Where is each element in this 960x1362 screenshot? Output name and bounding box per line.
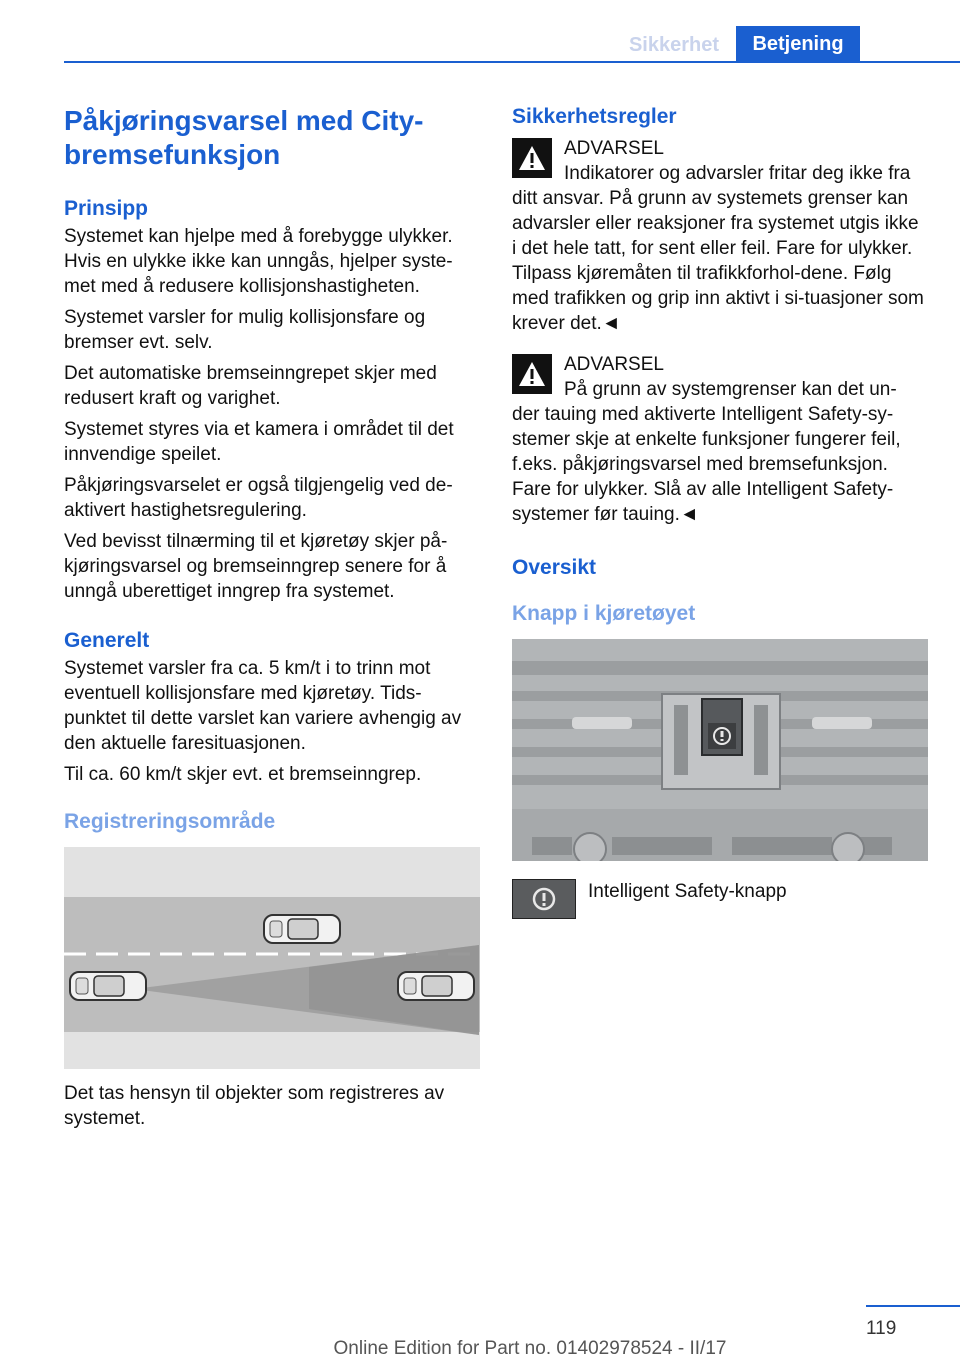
- edition-footer: Online Edition for Part no. 01402978524 - II/17: [333, 1338, 727, 1359]
- warning-2-first-line: På grunn av systemgrenser kan det un-: [564, 379, 897, 400]
- principle-paragraph-5: Påkjøringsvarselet er også tilgjengelig ved de-aktivert hastighetsregulering.: [64, 475, 453, 521]
- warning-triangle-icon: [512, 354, 552, 394]
- principle-paragraph-4: Systemet styres via et kamera i området til det innvendige speilet.: [64, 419, 454, 465]
- intelligent-safety-button-label: Intelligent Safety-knapp: [588, 881, 787, 902]
- principle-paragraph-3: Det automatiske bremseinngrepet skjer med redusert kraft og varighet.: [64, 363, 437, 409]
- heading-registreringsomrade: Registreringsområde: [64, 810, 276, 833]
- general-paragraph-1: Systemet varsler fra ca. 5 km/t i to trinn mot eventuell kollisjonsfare med kjøretøy. Tids-punktet til dette varslet kan variere avhengig av den aktuelle faresituasjonen.: [64, 658, 462, 754]
- warning-1-label: ADVARSEL: [564, 138, 664, 159]
- principle-paragraph-2: Systemet varsler for mulig kollisjonsfare og bremser evt. selv.: [64, 307, 426, 353]
- heading-sikkerhetsregler: Sikkerhetsregler: [512, 105, 677, 128]
- warning-1-text: ditt ansvar. På grunn av systemets grenser kan advarsler eller reaksjoner fra systemet utgis ikke i det hele tatt, for sent eller feil. Fare for ulykker. Tilpass kjøremåten til trafikkforhol-dene. Følg med trafikken og grip inn aktivt i si-tuasjoner som krever det.◄: [512, 188, 924, 334]
- right-column: [512, 104, 928, 923]
- heading-generelt: Generelt: [64, 629, 150, 652]
- page-title-line1: Påkjøringsvarsel med City-: [64, 105, 424, 136]
- own-car-icon: [398, 972, 474, 1000]
- warning-block-2: [512, 352, 928, 527]
- warning-block-1: [512, 136, 928, 336]
- page-title-line2: bremsefunksjon: [64, 139, 281, 170]
- vehicle-console-photo: [512, 639, 928, 861]
- warning-triangle-icon: [512, 138, 552, 178]
- detection-area-illustration: [64, 847, 480, 1069]
- principle-paragraph-1: Systemet kan hjelpe med å forebygge ulykker. Hvis en ulykke ikke kan unngås, hjelper syste-met med å redusere kollisjonshastigheten.: [64, 226, 453, 297]
- page-number: 119: [866, 1318, 897, 1339]
- heading-prinsipp: Prinsipp: [64, 197, 149, 220]
- header-rule: [64, 61, 960, 63]
- page-title: [64, 104, 480, 172]
- tab-betjening[interactable]: Betjening: [736, 26, 860, 62]
- car-ahead-icon: [264, 915, 340, 943]
- warning-1-first-line: Indikatorer og advarsler fritar deg ikke fra: [564, 163, 911, 184]
- general-paragraph-2: Til ca. 60 km/t skjer evt. et bremseinngrep.: [64, 764, 422, 785]
- warning-2-text: der tauing med aktiverte Intelligent Safety-sy-stemer skje at enkelte funksjoner fungerer feil, f.eks. påkjøringsvarsel med bremsefunksjon. Fare for ulykker. Slå av alle Intelligent Safety-systemer før tauing.◄: [512, 404, 901, 525]
- warning-2-label: ADVARSEL: [564, 354, 664, 375]
- detection-area-svg: [64, 847, 480, 1069]
- footer-rule: [866, 1305, 960, 1307]
- intelligent-safety-button-icon: [512, 879, 576, 919]
- car-left-icon: [70, 972, 146, 1000]
- detection-caption: Det tas hensyn til objekter som registreres av systemet.: [64, 1083, 445, 1129]
- heading-oversikt: Oversikt: [512, 556, 597, 579]
- principle-paragraph-6: Ved bevisst tilnærming til et kjøretøy skjer på-kjøringsvarsel og bremseinngrep senere for å unngå uberettiget inngrep fra systemet.: [64, 531, 448, 602]
- left-column: [64, 104, 480, 1137]
- button-legend: [512, 879, 928, 923]
- tab-sikkerhet[interactable]: Sikkerhet: [628, 33, 720, 56]
- heading-knapp: Knapp i kjøretøyet: [512, 602, 696, 625]
